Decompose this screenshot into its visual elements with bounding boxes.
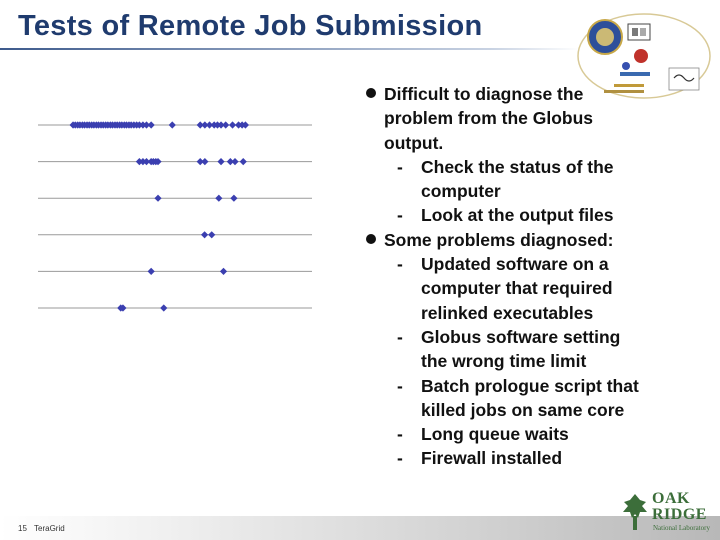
ornl-logo [620, 490, 716, 536]
sub-bullet-text: the wrong time limit [421, 351, 587, 372]
job-marker-point [201, 158, 208, 165]
sub-bullet-text: Long queue waits [421, 424, 569, 445]
job-marker-point [231, 158, 238, 165]
slide-title: Tests of Remote Job Submission [18, 10, 483, 42]
job-marker-point [154, 195, 161, 202]
sub-bullet-text: killed jobs on same core [421, 399, 625, 420]
bullet-dot-icon [366, 88, 376, 98]
job-marker-point [148, 121, 155, 128]
dash-marker: - [397, 326, 403, 347]
sub-bullet-line [364, 349, 714, 373]
bullet-line [364, 228, 714, 252]
slide-number: 15 [18, 524, 27, 533]
sub-bullet-text: relinked executables [421, 302, 594, 323]
sub-bullet-line [364, 374, 714, 398]
sub-bullet-text: Updated software on a [421, 254, 609, 275]
sub-bullet-line [364, 398, 714, 422]
bullet-text: problem from the Globus [384, 108, 594, 129]
sub-bullet-line [364, 276, 714, 300]
dash-marker: - [397, 424, 403, 445]
job-marker-point [220, 268, 227, 275]
job-marker-point [215, 195, 222, 202]
ornl-wordmark-oak: OAK [652, 490, 690, 507]
sub-bullet-line [364, 446, 714, 470]
job-marker-point [169, 121, 176, 128]
sub-bullet-line [364, 301, 714, 325]
job-marker-point [240, 158, 247, 165]
bullet-text: output. [384, 132, 444, 153]
sub-bullet-text: Look at the output files [421, 205, 614, 226]
job-marker-point [208, 231, 215, 238]
sub-bullet-text: computer that required [421, 278, 613, 299]
bullet-list [364, 82, 714, 471]
bullet-text: Difficult to diagnose the [384, 84, 584, 104]
sub-bullet-line [364, 422, 714, 446]
dash-marker: - [397, 254, 403, 275]
dash-marker: - [397, 375, 403, 396]
bullet-line [364, 82, 714, 106]
bullet-line [364, 106, 714, 130]
sub-bullet-text: Globus software setting [421, 326, 621, 347]
job-marker-point [201, 231, 208, 238]
bullet-line [364, 131, 714, 155]
job-marker-point [222, 121, 229, 128]
ornl-wordmark-ridge: RIDGE [652, 506, 707, 523]
job-marker-point [160, 304, 167, 311]
job-marker-point [148, 268, 155, 275]
tree-icon [620, 490, 650, 534]
dash-marker: - [397, 205, 403, 226]
job-marker-point [230, 195, 237, 202]
footer-bar [0, 516, 720, 540]
bullet-text: Some problems diagnosed: [384, 229, 614, 250]
bullet-dot-icon [366, 234, 376, 244]
sub-bullet-text: Firewall installed [421, 448, 563, 469]
sub-bullet-line [364, 252, 714, 276]
dash-marker: - [397, 156, 403, 177]
sub-bullet-line [364, 325, 714, 349]
job-marker-point [217, 158, 224, 165]
sub-bullet-line [364, 203, 714, 227]
dash-marker: - [397, 448, 403, 469]
footer-org-name: TeraGrid [34, 524, 65, 533]
sub-bullet-line [364, 155, 714, 179]
sub-bullet-text: Batch prologue script that [421, 375, 639, 396]
sub-bullet-text: Check the status of the [421, 156, 614, 177]
sub-bullet-line [364, 179, 714, 203]
sub-bullet-text: computer [421, 181, 501, 202]
ornl-wordmark-lab: National Laboratory [653, 524, 710, 532]
